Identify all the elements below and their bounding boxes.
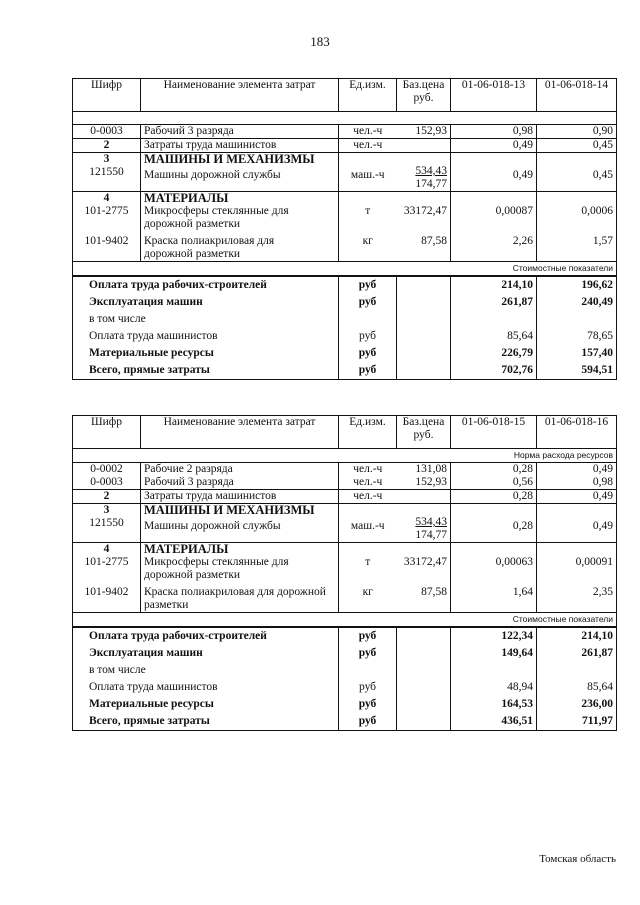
total-unit: руб — [339, 294, 397, 311]
row-value-1: 0,00087 — [451, 205, 537, 231]
table-row — [73, 476, 617, 490]
total-value-2: 711,97 — [537, 713, 617, 731]
total-label: Оплата труда рабочих-строителей — [73, 627, 339, 645]
row-unit: т — [365, 205, 371, 217]
total-label: Оплата труда машинистов — [73, 328, 339, 345]
machines-code-cell — [73, 153, 141, 192]
row-value-1: 0,28 — [451, 490, 537, 504]
row-value-1: 0,00063 — [451, 556, 537, 582]
total-row — [73, 328, 617, 345]
empty-cell — [339, 192, 397, 206]
table-row — [73, 125, 617, 139]
row-name-line-2: дорожной разметки — [144, 248, 241, 260]
total-unit: руб — [339, 679, 397, 696]
total-label: Эксплуатация машин — [73, 645, 339, 662]
row-name-line-2: разметки — [144, 599, 189, 611]
total-label: Материальные ресурсы — [73, 345, 339, 362]
table-row — [73, 139, 617, 153]
row-unit: кг — [339, 586, 397, 613]
row-unit: чел.-ч — [339, 139, 397, 153]
total-row — [73, 627, 617, 645]
row-name-cell — [141, 235, 339, 262]
row-value-2: 1,57 — [537, 235, 617, 262]
total-row — [73, 696, 617, 713]
total-value-1: 226,79 — [451, 345, 537, 362]
row-name-cell — [141, 586, 339, 613]
total-price — [397, 328, 451, 345]
total-unit: руб — [339, 645, 397, 662]
row-value-1 — [451, 153, 537, 192]
total-row — [73, 679, 617, 696]
row-name: Машины дорожной службы — [144, 520, 281, 532]
row-price: 534,43 — [415, 516, 447, 528]
total-value-1: 164,53 — [451, 696, 537, 713]
total-unit: руб — [339, 627, 397, 645]
footer-region: Томская область — [539, 853, 616, 865]
row-unit: маш.-ч — [350, 519, 385, 532]
total-row — [73, 662, 617, 679]
row-code: 101-9402 — [73, 586, 141, 613]
empty-cell — [397, 192, 451, 206]
header-col1: 01-06-018-13 — [451, 79, 537, 112]
header-name: Наименование элемента затрат — [141, 79, 339, 112]
total-value-1: 702,76 — [451, 362, 537, 380]
empty-cell — [451, 543, 537, 557]
row-name: Рабочий 3 разряда — [141, 476, 339, 490]
cost-label: Стоимостные показатели — [73, 613, 617, 628]
norms-label: Норма расхода ресурсов — [73, 449, 617, 463]
table-row — [73, 490, 617, 504]
row-price: 152,93 — [397, 476, 451, 490]
total-value-2: 214,10 — [537, 627, 617, 645]
total-label: Материальные ресурсы — [73, 696, 339, 713]
row-unit: чел.-ч — [339, 490, 397, 504]
total-value-1 — [451, 311, 537, 328]
machines-name-cell — [141, 153, 339, 192]
row-value-1 — [451, 504, 537, 543]
header-price: Баз.цена руб. — [397, 416, 451, 449]
row-value-2: 0,45 — [537, 139, 617, 153]
row-name: Машины дорожной службы — [144, 169, 281, 181]
total-row — [73, 311, 617, 328]
machines-section — [73, 153, 617, 192]
section-number: 4 — [73, 192, 141, 206]
header-code: Шифр — [73, 416, 141, 449]
total-unit: руб — [339, 696, 397, 713]
value-2: 0,49 — [592, 519, 613, 532]
total-value-2: 157,40 — [537, 345, 617, 362]
row-code: 101-9402 — [73, 235, 141, 262]
row-value-1: 0,28 — [451, 463, 537, 477]
row-price: 33172,47 — [397, 556, 451, 582]
total-value-2 — [537, 662, 617, 679]
header-col2: 01-06-018-16 — [537, 416, 617, 449]
section-title: МАТЕРИАЛЫ — [141, 543, 339, 557]
materials-header — [73, 543, 617, 557]
row-value-2: 0,49 — [537, 490, 617, 504]
row-name: Затраты труда машинистов — [141, 490, 339, 504]
total-price — [397, 662, 451, 679]
total-value-1 — [451, 662, 537, 679]
total-value-2: 240,49 — [537, 294, 617, 311]
row-name: Рабочие 2 разряда — [141, 463, 339, 477]
section-number: 4 — [73, 543, 141, 557]
row-value-2: 0,90 — [537, 125, 617, 139]
total-price — [397, 696, 451, 713]
row-name-cell — [141, 556, 339, 582]
total-unit: руб — [339, 328, 397, 345]
row-value-2 — [537, 504, 617, 543]
row-price-secondary: 174,77 — [415, 529, 447, 541]
total-value-2: 78,65 — [537, 328, 617, 345]
row-name-cell — [141, 205, 339, 231]
total-value-1: 214,10 — [451, 276, 537, 294]
value-1: 0,49 — [512, 168, 533, 181]
row-value-2: 0,49 — [537, 463, 617, 477]
total-label: в том числе — [73, 662, 339, 679]
row-value-2: 0,00091 — [537, 556, 617, 582]
machines-code-cell — [73, 504, 141, 543]
total-value-2 — [537, 311, 617, 328]
section-title: МАТЕРИАЛЫ — [141, 192, 339, 206]
row-name-line-1: Краска полиакриловая для дорожной — [144, 586, 326, 598]
machines-unit-cell — [339, 153, 397, 192]
total-row — [73, 345, 617, 362]
total-label: Эксплуатация машин — [73, 294, 339, 311]
machines-price-cell — [397, 504, 451, 543]
row-value-1: 2,26 — [451, 235, 537, 262]
total-value-2: 261,87 — [537, 645, 617, 662]
value-1: 0,28 — [512, 519, 533, 532]
empty-cell — [537, 192, 617, 206]
row-price: 87,58 — [397, 235, 451, 262]
section-title: МАШИНЫ И МЕХАНИЗМЫ — [144, 503, 315, 517]
row-price: 33172,47 — [397, 205, 451, 231]
row-name-line-2: дорожной разметки — [144, 569, 241, 581]
row-value-2: 0,98 — [537, 476, 617, 490]
row-code: 121550 — [89, 517, 124, 529]
total-row — [73, 645, 617, 662]
header-name: Наименование элемента затрат — [141, 416, 339, 449]
total-value-1: 149,64 — [451, 645, 537, 662]
total-price — [397, 362, 451, 380]
row-code: 121550 — [89, 166, 124, 178]
total-unit: руб — [339, 362, 397, 380]
empty-cell — [537, 543, 617, 557]
table-row — [73, 556, 617, 582]
row-price: 131,08 — [397, 463, 451, 477]
header-col2: 01-06-018-14 — [537, 79, 617, 112]
machines-name-cell — [141, 504, 339, 543]
page-number: 183 — [310, 34, 330, 49]
section-title: МАШИНЫ И МЕХАНИЗМЫ — [144, 152, 315, 166]
machines-price-cell — [397, 153, 451, 192]
row-unit: т — [365, 556, 371, 568]
total-value-1: 85,64 — [451, 328, 537, 345]
norms-label — [73, 112, 617, 125]
row-price: 152,93 — [397, 125, 451, 139]
total-value-1: 48,94 — [451, 679, 537, 696]
row-name: Затраты труда машинистов — [141, 139, 339, 153]
total-price — [397, 294, 451, 311]
row-price — [397, 139, 451, 153]
header-unit: Ед.изм. — [339, 416, 397, 449]
row-value-1: 1,64 — [451, 586, 537, 613]
total-value-2: 85,64 — [537, 679, 617, 696]
row-unit: чел.-ч — [353, 476, 383, 488]
machines-unit-cell — [339, 504, 397, 543]
empty-cell — [339, 543, 397, 557]
total-row — [73, 713, 617, 731]
row-value-1: 0,98 — [451, 125, 537, 139]
row-price — [397, 490, 451, 504]
row-code: 2 — [73, 139, 141, 153]
total-price — [397, 311, 451, 328]
header-col1: 01-06-018-15 — [451, 416, 537, 449]
total-label: в том числе — [73, 311, 339, 328]
row-name-line-2: дорожной разметки — [144, 218, 241, 230]
row-name-line-1: Микросферы стеклянные для — [144, 556, 289, 568]
total-price — [397, 679, 451, 696]
row-price: 87,58 — [397, 586, 451, 613]
total-row — [73, 276, 617, 294]
row-name: Рабочий 3 разряда — [141, 125, 339, 139]
value-2: 0,45 — [592, 168, 613, 181]
row-code: 0-0003 — [73, 125, 141, 139]
table-row — [73, 586, 617, 613]
row-value-2 — [537, 153, 617, 192]
row-value-1: 0,56 — [451, 476, 537, 490]
row-code: 0-0002 — [73, 463, 141, 477]
section-number: 3 — [103, 153, 110, 165]
total-label: Всего, прямые затраты — [73, 713, 339, 731]
empty-cell — [397, 543, 451, 557]
section-number: 3 — [103, 504, 110, 516]
total-price — [397, 345, 451, 362]
total-value-2: 594,51 — [537, 362, 617, 380]
table-row — [73, 463, 617, 477]
total-price — [397, 627, 451, 645]
total-price — [397, 276, 451, 294]
total-unit: руб — [339, 276, 397, 294]
row-price: 534,43 — [415, 165, 447, 177]
cost-table-1 — [72, 78, 617, 380]
materials-header — [73, 192, 617, 206]
row-unit: чел.-ч — [353, 463, 383, 475]
row-value-1: 0,49 — [451, 139, 537, 153]
row-name-line-1: Микросферы стеклянные для — [144, 205, 289, 217]
header-price: Баз.цена руб. — [397, 79, 451, 112]
cost-label: Стоимостные показатели — [73, 262, 617, 277]
cost-table-2 — [72, 415, 617, 731]
total-row — [73, 362, 617, 380]
total-label: Всего, прямые затраты — [73, 362, 339, 380]
row-code: 0-0003 — [73, 476, 141, 490]
total-value-2: 236,00 — [537, 696, 617, 713]
total-price — [397, 645, 451, 662]
total-label: Оплата труда машинистов — [73, 679, 339, 696]
empty-cell — [451, 192, 537, 206]
header-unit: Ед.изм. — [339, 79, 397, 112]
total-unit — [339, 311, 397, 328]
row-unit: чел.-ч — [353, 125, 383, 137]
row-value-2: 2,35 — [537, 586, 617, 613]
header-code: Шифр — [73, 79, 141, 112]
total-label: Оплата труда рабочих-строителей — [73, 276, 339, 294]
machines-section — [73, 504, 617, 543]
row-code: 2 — [73, 490, 141, 504]
total-value-1: 436,51 — [451, 713, 537, 731]
total-unit: руб — [339, 713, 397, 731]
total-unit: руб — [339, 345, 397, 362]
row-unit: маш.-ч — [350, 168, 385, 181]
row-name-line-1: Краска полиакриловая для — [144, 235, 275, 247]
table-row — [73, 205, 617, 231]
total-value-1: 122,34 — [451, 627, 537, 645]
row-code: 101-2775 — [73, 556, 141, 582]
table-row — [73, 235, 617, 262]
row-price-secondary: 174,77 — [415, 178, 447, 190]
total-row — [73, 294, 617, 311]
total-value-2: 196,62 — [537, 276, 617, 294]
total-unit — [339, 662, 397, 679]
total-value-1: 261,87 — [451, 294, 537, 311]
row-value-2: 0,0006 — [537, 205, 617, 231]
row-code: 101-2775 — [73, 205, 141, 231]
row-unit: кг — [339, 235, 397, 262]
total-price — [397, 713, 451, 731]
